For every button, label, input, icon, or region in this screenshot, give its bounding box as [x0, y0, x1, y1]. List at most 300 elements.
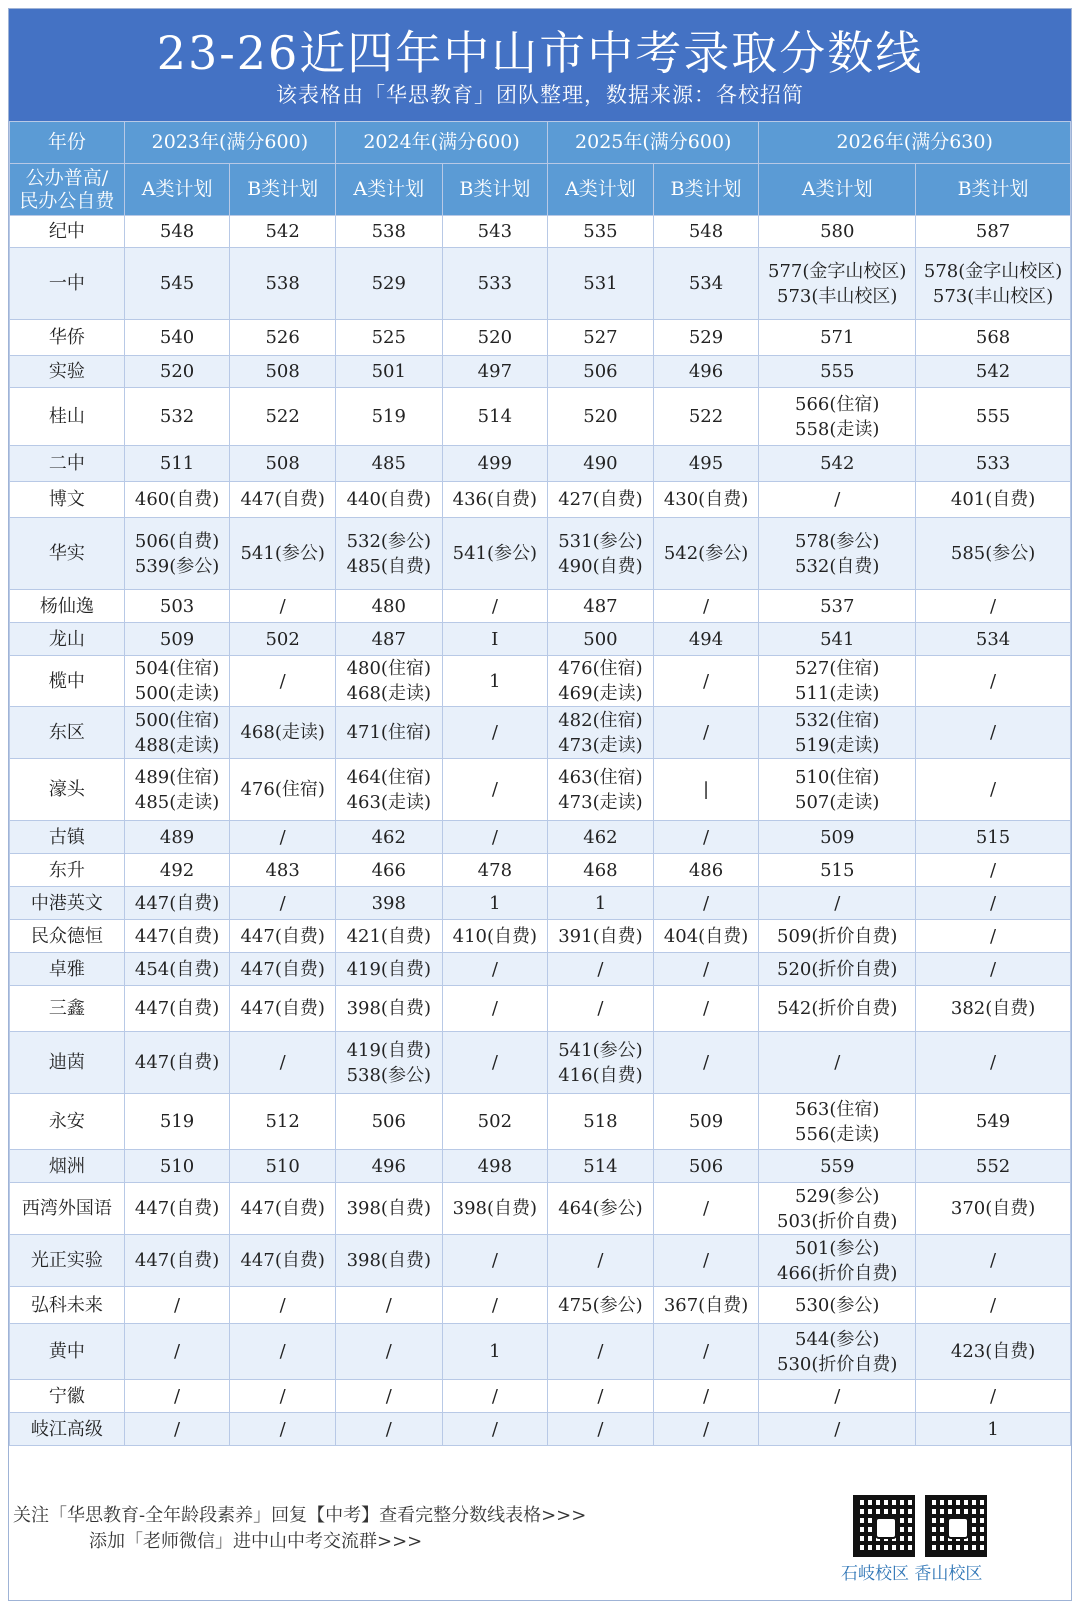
score-cell: /	[548, 953, 654, 986]
plan-header: A类计划	[335, 164, 442, 216]
score-cell: 440(自费)	[335, 482, 442, 518]
school-name-cell: 濠头	[10, 759, 125, 821]
score-cell: 563(住宿) 556(走读)	[759, 1094, 916, 1150]
score-cell: 515	[759, 854, 916, 887]
school-name-cell: 永安	[10, 1094, 125, 1150]
score-cell: 447(自费)	[230, 953, 336, 986]
score-cell: /	[916, 1380, 1071, 1413]
score-cell: 578(金字山校区) 573(丰山校区)	[916, 248, 1071, 320]
score-cell: 559	[759, 1150, 916, 1183]
score-cell: 511	[124, 446, 230, 482]
score-cell: 427(自费)	[548, 482, 654, 518]
table-row	[10, 821, 1071, 854]
score-cell: 501(参公) 466(折价自费)	[759, 1235, 916, 1287]
table-row	[10, 216, 1071, 248]
score-cell: 502	[230, 623, 336, 656]
table-row	[10, 887, 1071, 920]
plan-header: A类计划	[759, 164, 916, 216]
plan-header: B类计划	[916, 164, 1071, 216]
score-cell: 568	[916, 320, 1071, 356]
score-cell: /	[916, 590, 1071, 623]
score-cell: 447(自费)	[124, 1183, 230, 1235]
score-cell: 496	[335, 1150, 442, 1183]
score-cell: 503	[124, 590, 230, 623]
year-2023-header: 2023年(满分600)	[124, 122, 335, 164]
school-name-cell: 东升	[10, 854, 125, 887]
table-row	[10, 1183, 1071, 1235]
score-table-body	[10, 216, 1071, 1446]
score-cell: 532	[124, 388, 230, 446]
score-cell: 404(自费)	[653, 920, 759, 953]
plan-header: A类计划	[124, 164, 230, 216]
plan-header: B类计划	[442, 164, 548, 216]
score-cell: 542	[759, 446, 916, 482]
title-banner	[9, 9, 1071, 121]
school-name-cell: 黄中	[10, 1324, 125, 1380]
score-cell: 490	[548, 446, 654, 482]
score-cell: 495	[653, 446, 759, 482]
score-cell: /	[759, 482, 916, 518]
score-cell: /	[442, 1380, 548, 1413]
score-cell: 398	[335, 887, 442, 920]
year-2026-header: 2026年(满分630)	[759, 122, 1071, 164]
score-cell: 410(自费)	[442, 920, 548, 953]
score-cell: /	[916, 854, 1071, 887]
table-row	[10, 1235, 1071, 1287]
score-cell: /	[124, 1413, 230, 1446]
score-cell: /	[442, 590, 548, 623]
score-cell: 462	[548, 821, 654, 854]
score-cell: 515	[916, 821, 1071, 854]
school-name-cell: 三鑫	[10, 986, 125, 1032]
score-cell: 543	[442, 216, 548, 248]
school-name-cell: 华实	[10, 518, 125, 590]
score-cell: 463(住宿) 473(走读)	[548, 759, 654, 821]
score-cell: /	[335, 1287, 442, 1324]
score-cell: /	[442, 1032, 548, 1094]
score-cell: 501	[335, 356, 442, 388]
score-cell: 462	[335, 821, 442, 854]
score-cell: 534	[653, 248, 759, 320]
score-cell: 398(自费)	[335, 1235, 442, 1287]
score-cell: 1	[916, 1413, 1071, 1446]
score-cell: 447(自费)	[124, 1235, 230, 1287]
plan-header: A类计划	[548, 164, 654, 216]
score-cell: 502	[442, 1094, 548, 1150]
score-cell: /	[653, 1413, 759, 1446]
score-cell: 485	[335, 446, 442, 482]
score-cell: 500(住宿) 488(走读)	[124, 707, 230, 759]
table-row	[10, 953, 1071, 986]
score-cell: 370(自费)	[916, 1183, 1071, 1235]
score-cell: 496	[653, 356, 759, 388]
score-cell: 398(自费)	[335, 1183, 442, 1235]
score-cell: /	[230, 1413, 336, 1446]
score-cell: 401(自费)	[916, 482, 1071, 518]
score-cell: /	[759, 1032, 916, 1094]
score-cell: 512	[230, 1094, 336, 1150]
footer	[9, 1495, 1071, 1600]
score-cell: /	[653, 1235, 759, 1287]
plan-header: B类计划	[653, 164, 759, 216]
score-cell: 480(住宿) 468(走读)	[335, 656, 442, 707]
table-row	[10, 446, 1071, 482]
score-cell: 571	[759, 320, 916, 356]
score-cell: 541(参公)	[442, 518, 548, 590]
score-cell: 476(住宿)	[230, 759, 336, 821]
score-cell: /	[230, 821, 336, 854]
score-cell: 510(住宿) 507(走读)	[759, 759, 916, 821]
school-name-cell: 中港英文	[10, 887, 125, 920]
score-cell: /	[548, 1324, 654, 1380]
score-cell: /	[442, 1413, 548, 1446]
score-cell: 531	[548, 248, 654, 320]
score-cell: 506	[335, 1094, 442, 1150]
school-name-cell: 东区	[10, 707, 125, 759]
score-cell: /	[548, 986, 654, 1032]
score-cell: /	[124, 1380, 230, 1413]
score-cell: 538	[230, 248, 336, 320]
score-cell: 552	[916, 1150, 1071, 1183]
score-cell: 423(自费)	[916, 1324, 1071, 1380]
score-cell: 520	[442, 320, 548, 356]
score-cell: 421(自费)	[335, 920, 442, 953]
table-row	[10, 1324, 1071, 1380]
score-cell: 391(自费)	[548, 920, 654, 953]
school-name-cell: 西湾外国语	[10, 1183, 125, 1235]
score-cell: 580	[759, 216, 916, 248]
score-cell: 520	[548, 388, 654, 446]
score-cell: 460(自费)	[124, 482, 230, 518]
page-subtitle: 该表格由「华思教育」团队整理，数据来源：各校招简	[276, 83, 804, 107]
page	[8, 8, 1072, 1601]
score-cell: /	[230, 887, 336, 920]
score-cell: 487	[335, 623, 442, 656]
score-cell: /	[653, 986, 759, 1032]
score-cell: 529	[653, 320, 759, 356]
score-cell: /	[916, 953, 1071, 986]
score-cell: /	[442, 1287, 548, 1324]
score-cell: /	[916, 656, 1071, 707]
score-cell: /	[916, 1287, 1071, 1324]
score-cell: 468	[548, 854, 654, 887]
plan-header: B类计划	[230, 164, 336, 216]
score-cell: /	[653, 1324, 759, 1380]
score-cell: 506(自费) 539(参公)	[124, 518, 230, 590]
score-cell: 466	[335, 854, 442, 887]
score-cell: 555	[916, 388, 1071, 446]
score-cell: /	[442, 707, 548, 759]
score-cell: 542(折价自费)	[759, 986, 916, 1032]
school-name-cell: 烟洲	[10, 1150, 125, 1183]
score-cell: 499	[442, 446, 548, 482]
score-cell: /	[442, 759, 548, 821]
score-cell: 483	[230, 854, 336, 887]
score-cell: /	[442, 953, 548, 986]
score-cell: 468(走读)	[230, 707, 336, 759]
score-table	[9, 121, 1071, 1446]
school-type-line2: 民办公自费	[19, 189, 115, 212]
score-cell: 471(住宿)	[335, 707, 442, 759]
score-cell: /	[335, 1413, 442, 1446]
score-cell: /	[335, 1380, 442, 1413]
score-cell: /	[653, 1183, 759, 1235]
score-cell: 486	[653, 854, 759, 887]
score-cell: /	[653, 1032, 759, 1094]
table-row	[10, 1150, 1071, 1183]
score-cell: /	[653, 590, 759, 623]
table-row	[10, 986, 1071, 1032]
score-cell: 533	[916, 446, 1071, 482]
year-2024-header: 2024年(满分600)	[335, 122, 547, 164]
score-cell: /	[759, 1413, 916, 1446]
school-name-cell: 卓雅	[10, 953, 125, 986]
score-cell: /	[548, 1235, 654, 1287]
school-name-cell: 纪中	[10, 216, 125, 248]
score-cell: 542	[230, 216, 336, 248]
score-cell: 522	[230, 388, 336, 446]
score-cell: 519	[335, 388, 442, 446]
table-row	[10, 356, 1071, 388]
school-name-cell: 博文	[10, 482, 125, 518]
score-cell: 514	[442, 388, 548, 446]
table-row	[10, 482, 1071, 518]
school-name-cell: 岐江高级	[10, 1413, 125, 1446]
score-cell: 398(自费)	[442, 1183, 548, 1235]
score-cell: 534	[916, 623, 1071, 656]
school-type-header	[10, 164, 125, 216]
year-header: 年份	[10, 122, 125, 164]
score-cell: 578(参公) 532(自费)	[759, 518, 916, 590]
score-cell: 475(参公)	[548, 1287, 654, 1324]
score-cell: 541	[759, 623, 916, 656]
score-cell: /	[653, 707, 759, 759]
score-cell: 530(参公)	[759, 1287, 916, 1324]
score-cell: I	[442, 623, 548, 656]
score-cell: /	[230, 590, 336, 623]
school-type-line1: 公办普高/	[25, 166, 109, 189]
score-cell: /	[653, 1380, 759, 1413]
score-cell: 398(自费)	[335, 986, 442, 1032]
score-cell: 447(自费)	[124, 1032, 230, 1094]
score-cell: 447(自费)	[124, 887, 230, 920]
score-cell: 509	[653, 1094, 759, 1150]
school-name-cell: 龙山	[10, 623, 125, 656]
score-cell: 544(参公) 530(折价自费)	[759, 1324, 916, 1380]
score-cell: 482(住宿) 473(走读)	[548, 707, 654, 759]
score-cell: 447(自费)	[124, 920, 230, 953]
score-cell: 520(折价自费)	[759, 953, 916, 986]
score-cell: 587	[916, 216, 1071, 248]
score-cell: 514	[548, 1150, 654, 1183]
score-cell: 537	[759, 590, 916, 623]
table-row	[10, 388, 1071, 446]
score-cell: /	[916, 887, 1071, 920]
score-cell: 585(参公)	[916, 518, 1071, 590]
score-cell: /	[230, 1287, 336, 1324]
score-cell: 529(参公) 503(折价自费)	[759, 1183, 916, 1235]
table-row	[10, 1287, 1071, 1324]
school-name-cell: 弘科未来	[10, 1287, 125, 1324]
school-name-cell: 一中	[10, 248, 125, 320]
table-row	[10, 1032, 1071, 1094]
score-cell: 541(参公) 416(自费)	[548, 1032, 654, 1094]
score-cell: /	[916, 1235, 1071, 1287]
score-cell: 492	[124, 854, 230, 887]
score-cell: 525	[335, 320, 442, 356]
score-cell: 548	[653, 216, 759, 248]
score-cell: /	[916, 920, 1071, 953]
score-cell: 1	[442, 656, 548, 707]
campus-labels: 石岐校区 香山校区	[841, 1564, 983, 1584]
table-row	[10, 518, 1071, 590]
table-row	[10, 759, 1071, 821]
score-cell: 531(参公) 490(自费)	[548, 518, 654, 590]
score-cell: 532(参公) 485(自费)	[335, 518, 442, 590]
score-cell: 555	[759, 356, 916, 388]
score-cell: 476(住宿) 469(走读)	[548, 656, 654, 707]
score-cell: 1	[548, 887, 654, 920]
score-cell: 447(自费)	[230, 986, 336, 1032]
score-cell: 454(自费)	[124, 953, 230, 986]
score-cell: 489(住宿) 485(走读)	[124, 759, 230, 821]
score-cell: 519	[124, 1094, 230, 1150]
table-row	[10, 1380, 1071, 1413]
score-cell: 526	[230, 320, 336, 356]
school-name-cell: 宁徽	[10, 1380, 125, 1413]
score-cell: 542(参公)	[653, 518, 759, 590]
score-cell: 498	[442, 1150, 548, 1183]
table-row	[10, 320, 1071, 356]
score-cell: /	[548, 1413, 654, 1446]
score-cell: 509	[124, 623, 230, 656]
score-cell: 447(自费)	[230, 482, 336, 518]
score-cell: /	[916, 707, 1071, 759]
score-cell: 540	[124, 320, 230, 356]
score-cell: 533	[442, 248, 548, 320]
score-cell: 548	[124, 216, 230, 248]
score-cell: 464(住宿) 463(走读)	[335, 759, 442, 821]
score-cell: /	[442, 821, 548, 854]
score-cell: /	[124, 1324, 230, 1380]
score-cell: 464(参公)	[548, 1183, 654, 1235]
score-cell: 497	[442, 356, 548, 388]
score-cell: |	[653, 759, 759, 821]
score-cell: 520	[124, 356, 230, 388]
score-cell: 367(自费)	[653, 1287, 759, 1324]
school-name-cell: 桂山	[10, 388, 125, 446]
score-cell: 500	[548, 623, 654, 656]
score-cell: 447(自费)	[230, 1235, 336, 1287]
wechat-text: 添加「老师微信」进中山中考交流群>>>	[89, 1531, 423, 1552]
score-cell: 419(自费)	[335, 953, 442, 986]
score-cell: 538	[335, 216, 442, 248]
score-cell: 545	[124, 248, 230, 320]
table-row	[10, 623, 1071, 656]
score-cell: 447(自费)	[230, 1183, 336, 1235]
score-cell: /	[653, 887, 759, 920]
score-cell: 518	[548, 1094, 654, 1150]
score-cell: 506	[653, 1150, 759, 1183]
table-row	[10, 854, 1071, 887]
score-cell: 480	[335, 590, 442, 623]
score-cell: /	[442, 986, 548, 1032]
table-row	[10, 920, 1071, 953]
score-cell: 535	[548, 216, 654, 248]
score-cell: 509(折价自费)	[759, 920, 916, 953]
qr-code-xiangshan-icon	[925, 1495, 987, 1557]
table-row	[10, 707, 1071, 759]
score-cell: 566(住宿) 558(走读)	[759, 388, 916, 446]
score-cell: /	[653, 953, 759, 986]
score-cell: 510	[124, 1150, 230, 1183]
score-cell: /	[548, 1380, 654, 1413]
score-cell: 549	[916, 1094, 1071, 1150]
score-cell: 494	[653, 623, 759, 656]
score-cell: /	[916, 1032, 1071, 1094]
qr-code-shiqi-icon	[853, 1495, 915, 1557]
table-row	[10, 248, 1071, 320]
table-row	[10, 590, 1071, 623]
score-cell: /	[653, 821, 759, 854]
score-cell: 436(自费)	[442, 482, 548, 518]
score-cell: 478	[442, 854, 548, 887]
table-row	[10, 656, 1071, 707]
school-name-cell: 杨仙逸	[10, 590, 125, 623]
score-cell: /	[442, 1235, 548, 1287]
score-cell: 506	[548, 356, 654, 388]
score-cell: 527	[548, 320, 654, 356]
score-cell: 508	[230, 446, 336, 482]
school-name-cell: 迪茵	[10, 1032, 125, 1094]
table-row	[10, 1413, 1071, 1446]
score-cell: 430(自费)	[653, 482, 759, 518]
score-cell: 447(自费)	[124, 986, 230, 1032]
score-cell: 1	[442, 1324, 548, 1380]
score-cell: 527(住宿) 511(走读)	[759, 656, 916, 707]
score-cell: /	[230, 1324, 336, 1380]
score-cell: 510	[230, 1150, 336, 1183]
score-cell: 382(自费)	[916, 986, 1071, 1032]
school-name-cell: 华侨	[10, 320, 125, 356]
score-cell: 529	[335, 248, 442, 320]
score-cell: 487	[548, 590, 654, 623]
follow-text: 关注「华思教育-全年龄段素养」回复【中考】查看完整分数线表格>>>	[13, 1505, 587, 1526]
score-cell: 522	[653, 388, 759, 446]
score-cell: 489	[124, 821, 230, 854]
score-cell: /	[230, 1032, 336, 1094]
school-name-cell: 榄中	[10, 656, 125, 707]
score-cell: 577(金字山校区) 573(丰山校区)	[759, 248, 916, 320]
score-cell: 508	[230, 356, 336, 388]
school-name-cell: 古镇	[10, 821, 125, 854]
school-name-cell: 民众德恒	[10, 920, 125, 953]
score-cell: 1	[442, 887, 548, 920]
score-cell: /	[653, 656, 759, 707]
school-name-cell: 光正实验	[10, 1235, 125, 1287]
score-cell: 509	[759, 821, 916, 854]
score-cell: /	[759, 1380, 916, 1413]
school-name-cell: 实验	[10, 356, 125, 388]
table-row	[10, 1094, 1071, 1150]
score-cell: 447(自费)	[230, 920, 336, 953]
score-cell: /	[230, 1380, 336, 1413]
score-cell: 541(参公)	[230, 518, 336, 590]
score-cell: 542	[916, 356, 1071, 388]
score-cell: /	[124, 1287, 230, 1324]
score-cell: /	[335, 1324, 442, 1380]
score-cell: /	[230, 656, 336, 707]
